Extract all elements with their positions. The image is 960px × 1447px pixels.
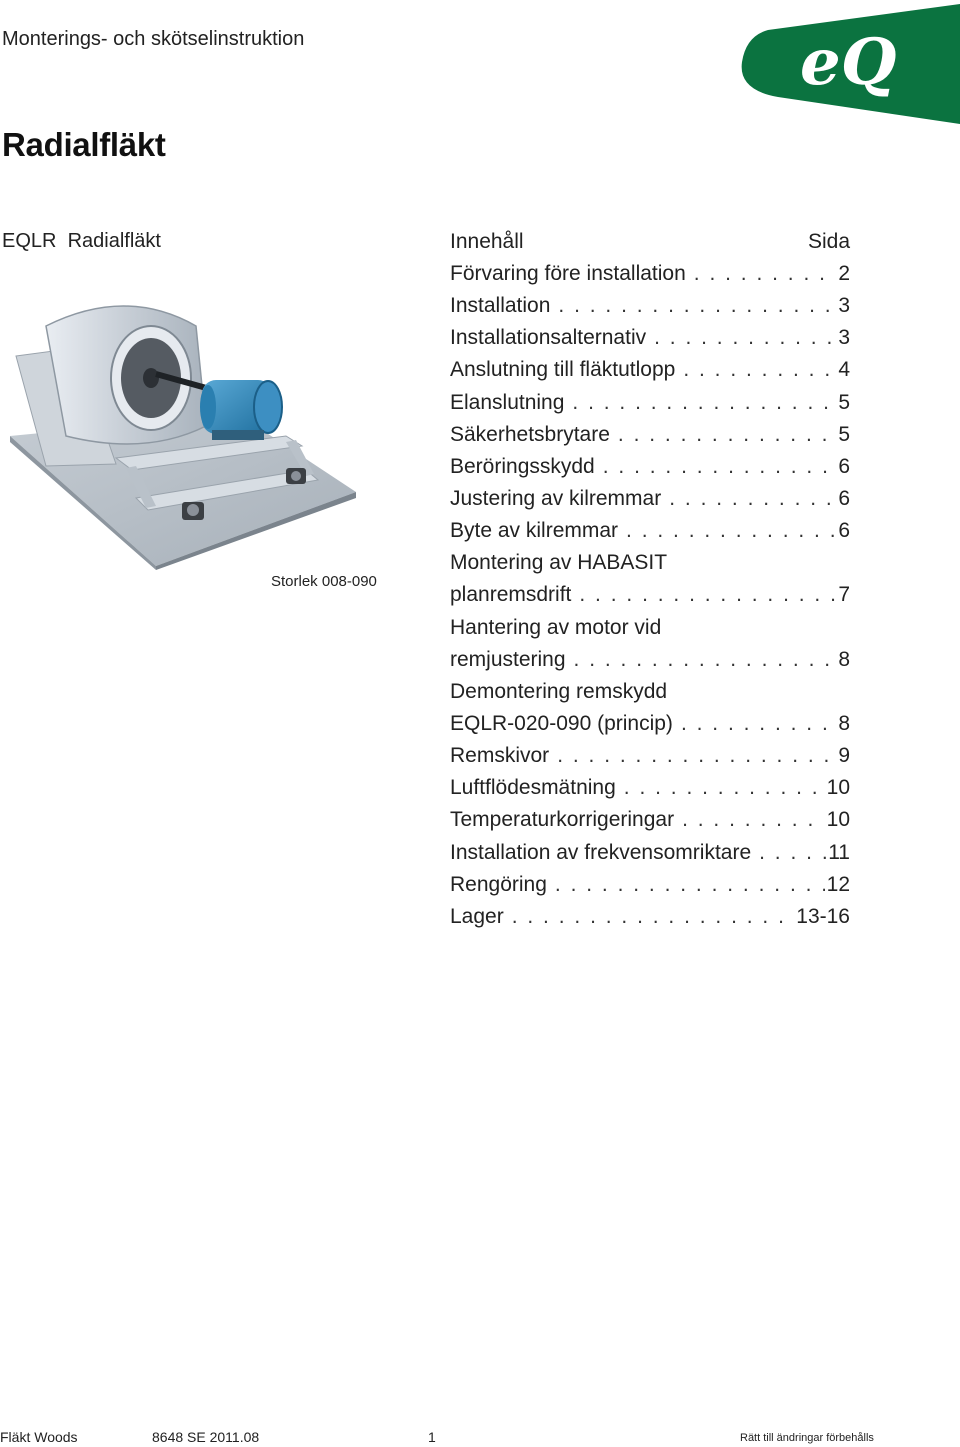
toc-leader-dots bbox=[558, 290, 836, 322]
toc-entry-page: 10 bbox=[826, 776, 850, 800]
toc-leader-dots bbox=[654, 322, 836, 354]
toc-entry[interactable] bbox=[450, 837, 850, 869]
isolator bbox=[286, 468, 306, 484]
toc-entry-page: 8 bbox=[838, 647, 850, 671]
toc-leader-dots bbox=[759, 837, 826, 869]
toc-leader-dots bbox=[557, 740, 836, 772]
toc-entry-first-line[interactable]: Demontering remskydd bbox=[450, 679, 668, 703]
toc-entry-first-line[interactable]: Montering av HABASIT bbox=[450, 551, 668, 575]
toc-entry-title: Byte av kilremmar bbox=[450, 519, 619, 543]
toc-entry[interactable] bbox=[450, 258, 850, 290]
toc-entry-title: Anslutning till fläktutlopp bbox=[450, 358, 676, 382]
eq-logo bbox=[738, 0, 960, 128]
footer-page-number: 1 bbox=[428, 1429, 436, 1445]
toc-entry[interactable] bbox=[450, 290, 850, 322]
document-subtitle: Monterings- och skötselinstruktion bbox=[2, 28, 305, 50]
toc-leader-dots bbox=[694, 258, 837, 290]
toc-leader-dots bbox=[681, 708, 836, 740]
toc-entry-page: 12 bbox=[826, 872, 850, 896]
toc-entry-title: Temperaturkorrigeringar bbox=[450, 808, 675, 832]
toc-entry-page: 6 bbox=[838, 519, 850, 543]
toc-header bbox=[450, 226, 850, 258]
toc-leader-dots bbox=[624, 772, 825, 804]
toc-entry-page: 5 bbox=[838, 390, 850, 414]
document-title: Radialfläkt bbox=[2, 126, 166, 163]
toc-entry[interactable] bbox=[450, 644, 850, 676]
toc-heading: Innehåll bbox=[450, 230, 524, 253]
footer-notice: Rätt till ändringar förbehålls bbox=[740, 1432, 874, 1444]
toc-entry-title: Installation bbox=[450, 294, 551, 318]
toc-leader-dots bbox=[574, 644, 837, 676]
toc-entry-title: Luftflödesmätning bbox=[450, 776, 616, 800]
toc-entry-title: Rengöring bbox=[450, 872, 547, 896]
toc-entry[interactable] bbox=[450, 740, 850, 772]
isolator bbox=[182, 502, 204, 520]
toc-entry[interactable] bbox=[450, 869, 850, 901]
toc-entry-page: 7 bbox=[838, 583, 850, 607]
product-label: EQLR Radialfläkt bbox=[2, 230, 161, 252]
toc-entry[interactable] bbox=[450, 901, 850, 933]
toc-page-heading: Sida bbox=[807, 230, 850, 253]
toc-entry-title: Elanslutning bbox=[450, 390, 565, 414]
toc-entry-title: EQLR-020-090 (princip) bbox=[450, 711, 673, 735]
motor bbox=[200, 380, 282, 440]
toc-entry-page: 2 bbox=[838, 262, 850, 285]
toc-leader-dots bbox=[572, 387, 836, 419]
toc-entry[interactable] bbox=[450, 772, 850, 804]
toc-entry-page: 4 bbox=[838, 358, 850, 382]
toc-entry[interactable] bbox=[450, 515, 850, 547]
toc-entry-page: 11 bbox=[828, 840, 850, 864]
table-of-contents bbox=[450, 226, 850, 933]
toc-entry[interactable] bbox=[450, 804, 850, 836]
toc-entry-title: Säkerhetsbrytare bbox=[450, 422, 610, 446]
toc-entry-page: 3 bbox=[838, 326, 850, 350]
toc-entry-page: 8 bbox=[838, 711, 850, 735]
toc-leader-dots bbox=[618, 419, 836, 451]
toc-entry-page: 6 bbox=[838, 486, 850, 510]
toc-entry-title: remjustering bbox=[450, 647, 566, 671]
toc-entry-page: 5 bbox=[838, 422, 850, 446]
toc-entry[interactable] bbox=[450, 322, 850, 354]
toc-entry-page: 6 bbox=[838, 454, 850, 478]
footer-document-id: 8648 SE 2011.08 bbox=[152, 1429, 260, 1445]
size-caption: Storlek 008-090 bbox=[271, 573, 377, 590]
toc-entry-title: Beröringsskydd bbox=[450, 454, 595, 478]
fan-illustration bbox=[6, 296, 360, 570]
toc-entry-title: Justering av kilremmar bbox=[450, 486, 662, 510]
toc-entry-page: 13-16 bbox=[796, 904, 850, 928]
toc-leader-dots bbox=[669, 483, 836, 515]
toc-entry-page: 3 bbox=[838, 294, 850, 318]
toc-entry-page: 10 bbox=[826, 808, 850, 832]
toc-leader-dots bbox=[682, 804, 825, 836]
footer-company: Fläkt Woods bbox=[0, 1429, 78, 1445]
toc-leader-dots bbox=[512, 901, 795, 933]
toc-entry[interactable] bbox=[450, 451, 850, 483]
toc-entry-title: Lager bbox=[450, 904, 504, 928]
toc-entry-title: Remskivor bbox=[450, 744, 550, 768]
toc-entry-title: Förvaring före installation bbox=[450, 262, 686, 285]
toc-entry-title: planremsdrift bbox=[450, 583, 572, 607]
toc-entry[interactable] bbox=[450, 419, 850, 451]
toc-entry[interactable] bbox=[450, 708, 850, 740]
toc-entry-page: 9 bbox=[838, 744, 850, 768]
toc-entry[interactable] bbox=[450, 579, 850, 611]
toc-entry[interactable] bbox=[450, 483, 850, 515]
toc-leader-dots bbox=[603, 451, 837, 483]
toc-leader-dots bbox=[579, 579, 836, 611]
toc-entry-first-line[interactable]: Hantering av motor vid bbox=[450, 615, 662, 639]
logo-text: eQ bbox=[800, 25, 897, 100]
toc-leader-dots bbox=[683, 354, 836, 386]
toc-entry[interactable] bbox=[450, 354, 850, 386]
toc-leader-dots bbox=[555, 869, 825, 901]
toc-entry[interactable] bbox=[450, 387, 850, 419]
toc-entry-title: Installation av frekvensomriktare bbox=[450, 840, 752, 864]
toc-leader-dots bbox=[626, 515, 836, 547]
toc-entry-title: Installationsalternativ bbox=[450, 326, 647, 350]
